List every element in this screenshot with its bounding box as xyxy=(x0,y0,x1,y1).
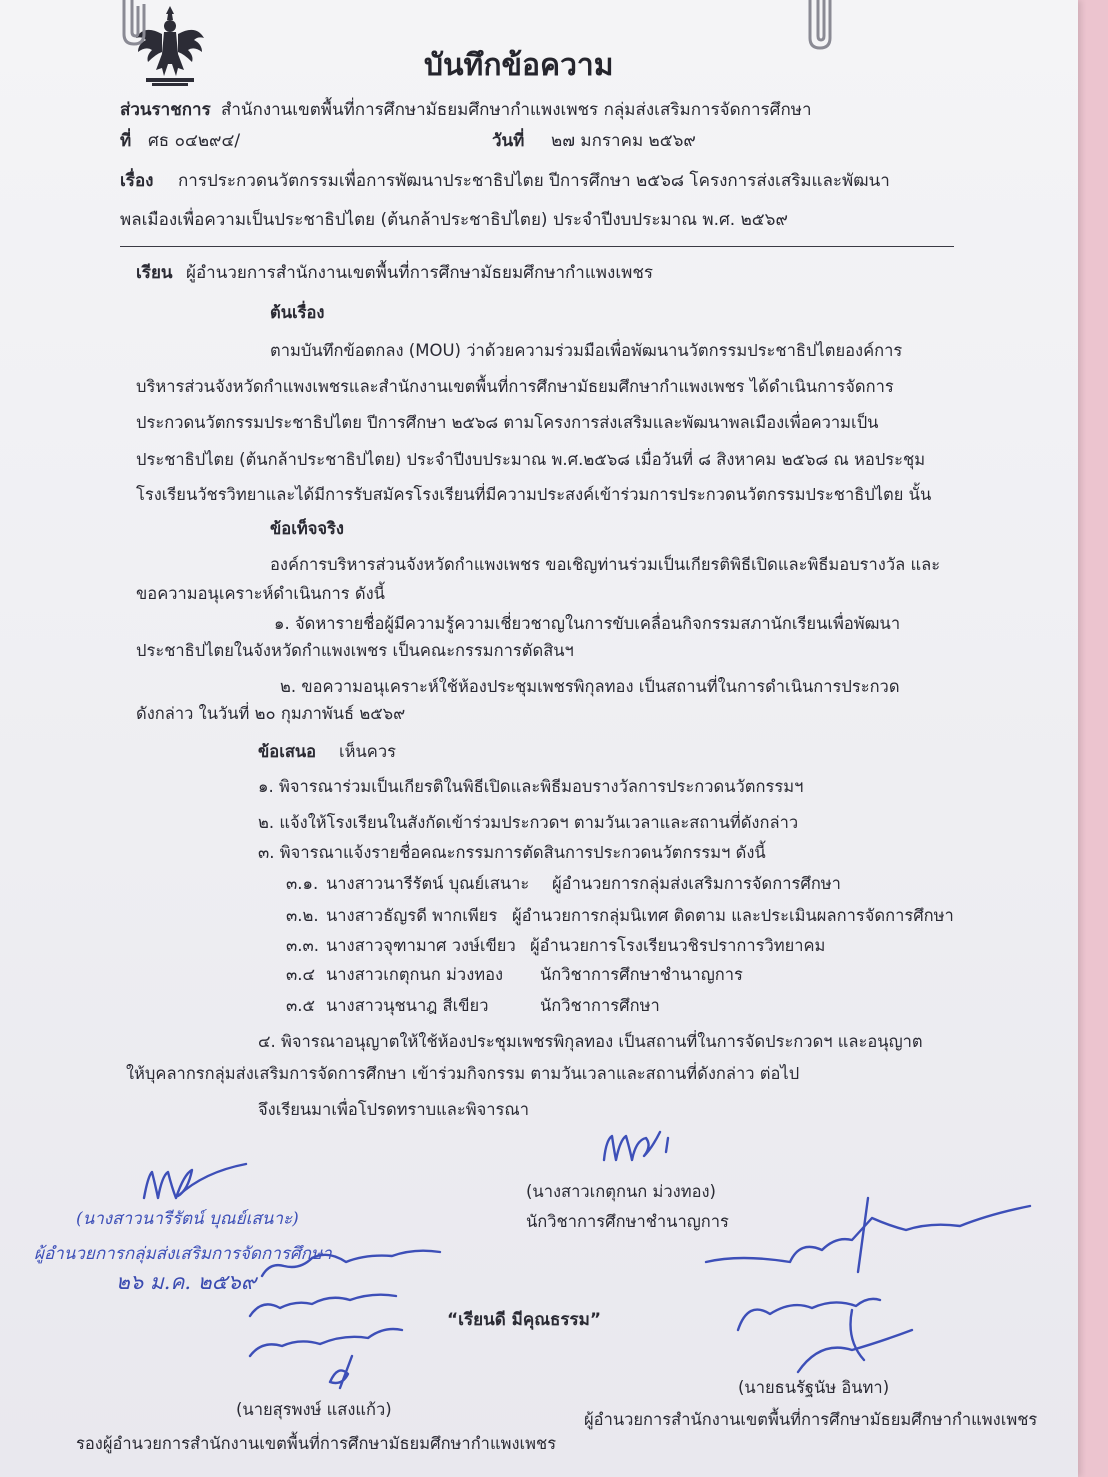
section-heading: ต้นเรื่อง xyxy=(270,303,325,322)
body-line: ประชาธิปไตย (ต้นกล้าประชาธิปไตย) ประจำปีงบประมาณ พ.ศ.๒๕๖๘ เมื่อวันที่ ๘ สิงหาคม ๒๕๖๘ ณ หอประชุม xyxy=(136,450,926,469)
committee-number: ๓.๓. xyxy=(286,936,320,955)
body-line: ประกวดนวัตกรรมประชาธิปไตย ปีการศึกษา ๒๕๖๘ ตามโครงการส่งเสริมและพัฒนาพลเมืองเพื่อความเป็น xyxy=(136,413,879,432)
reference-label: ที่ xyxy=(120,131,132,151)
committee-role: ผู้อำนวยการกลุ่มนิเทศ ติดตาม และประเมินผลการจัดการศึกษา xyxy=(512,906,954,925)
body-line: บริหารส่วนจังหวัดกำแพงเพชรและสำนักงานเขตพื้นที่การศึกษามัธยมศึกษากำแพงเพชร ได้ดำเนินการจัดการ xyxy=(136,377,894,396)
director-name: (นายธนรัฐนัษ อินทา) xyxy=(738,1378,890,1397)
section-heading-suffix: เห็นควร xyxy=(339,742,396,761)
officer-name: (นางสาวเกตุกนก ม่วงทอง) xyxy=(526,1182,716,1201)
deputy-position: รองผู้อำนวยการสำนักงานเขตพื้นที่การศึกษามัธยมศึกษากำแพงเพชร xyxy=(76,1434,557,1453)
date-label: วันที่ xyxy=(492,131,525,151)
committee-name: นางสาวธัญรดี พากเพียร xyxy=(326,906,498,925)
subject-label: เรื่อง xyxy=(120,171,154,191)
salutation-label: เรียน xyxy=(136,263,173,283)
closing-line: จึงเรียนมาเพื่อโปรดทราบและพิจารณา xyxy=(258,1100,529,1119)
committee-name: นางสาวนุชนาฎ สีเขียว xyxy=(326,996,489,1015)
proposal-item: ๑. พิจารณาร่วมเป็นเกียรติในพิธีเปิดและพิธีมอบรางวัลการประกวดนวัตกรรมฯ xyxy=(258,777,804,796)
body-line: ดังกล่าว ในวันที่ ๒๐ กุมภาพันธ์ ๒๕๖๙ xyxy=(136,704,406,723)
header-divider xyxy=(120,246,954,247)
group-director-position: ผู้อำนวยการกลุ่มส่งเสริมการจัดการศึกษา xyxy=(34,1244,332,1264)
committee-name: นางสาวจุฑามาศ วงษ์เขียว xyxy=(326,936,516,955)
subject-line: การประกวดนวัตกรรมเพื่อการพัฒนาประชาธิปไตย ปีการศึกษา ๒๕๖๘ โครงการส่งเสริมและพัฒนา xyxy=(178,171,890,191)
section-heading: ข้อเท็จจริง xyxy=(270,519,344,538)
group-director-date: ๒๖ ม.ค. ๒๕๖๙ xyxy=(116,1270,257,1294)
body-line: ๒. ขอความอนุเคราะห์ใช้ห้องประชุมเพชรพิกุลทอง เป็นสถานที่ในการดำเนินการประกวด xyxy=(280,677,900,696)
agency-label: ส่วนราชการ xyxy=(120,100,211,120)
committee-name: นางสาวเกตุกนก ม่วงทอง xyxy=(326,965,504,984)
body-line: ๑. จัดหารายชื่อผู้มีความรู้ความเชี่ยวชาญในการขับเคลื่อนกิจกรรมสภานักเรียนเพื่อพัฒนา xyxy=(274,614,901,633)
paper-clip-icon xyxy=(802,0,842,52)
agency-value: สำนักงานเขตพื้นที่การศึกษามัธยมศึกษากำแพงเพชร กลุ่มส่งเสริมการจัดการศึกษา xyxy=(221,100,812,120)
body-line: ขอความอนุเคราะห์ดำเนินการ ดังนี้ xyxy=(136,584,385,603)
proposal-item: ๓. พิจารณาแจ้งรายชื่อคณะกรรมการตัดสินการประกวดนวัตกรรมฯ ดังนี้ xyxy=(258,843,766,862)
committee-role: ผู้อำนวยการโรงเรียนวชิรปราการวิทยาคม xyxy=(530,936,826,955)
director-position: ผู้อำนวยการสำนักงานเขตพื้นที่การศึกษามัธยมศึกษากำแพงเพชร xyxy=(584,1410,1038,1429)
body-line: โรงเรียนวัชรวิทยาและได้มีการรับสมัครโรงเรียนที่มีความประสงค์เข้าร่วมการประกวดนวัตกรรมประชาธิปไตย นั้น xyxy=(136,485,932,504)
committee-name: นางสาวนารีรัตน์ บุณย์เสนาะ xyxy=(326,874,530,893)
committee-role: ผู้อำนวยการกลุ่มส่งเสริมการจัดการศึกษา xyxy=(552,874,841,893)
date-value: ๒๗ มกราคม ๒๕๖๙ xyxy=(551,131,696,151)
committee-role: นักวิชาการศึกษา xyxy=(540,996,660,1015)
section-heading: ข้อเสนอ xyxy=(258,742,317,761)
body-line: ประชาธิปไตยในจังหวัดกำแพงเพชร เป็นคณะกรรมการตัดสินฯ xyxy=(136,641,574,660)
body-line: ตามบันทึกข้อตกลง (MOU) ว่าด้วยความร่วมมือเพื่อพัฒนานวัตกรรมประชาธิปไตยองค์การ xyxy=(270,341,903,360)
reference-number: ศธ ๐๔๒๙๔/ xyxy=(148,131,241,151)
committee-number: ๓.๒. xyxy=(286,906,319,925)
subject-line: พลเมืองเพื่อความเป็นประชาธิปไตย (ต้นกล้าประชาธิปไตย) ประจำปีงบประมาณ พ.ศ. ๒๕๖๙ xyxy=(120,210,788,230)
group-director-name: (นางสาวนารีรัตน์ บุณย์เสนาะ) xyxy=(76,1209,299,1229)
committee-role: นักวิชาการศึกษาชำนาญการ xyxy=(540,965,743,984)
committee-number: ๓.๑. xyxy=(286,874,319,893)
deputy-name: (นายสุรพงษ์ แสงแก้ว) xyxy=(236,1400,392,1419)
memo-title: บันทึกข้อความ xyxy=(424,48,614,83)
salutation-value: ผู้อำนวยการสำนักงานเขตพื้นที่การศึกษามัธยมศึกษากำแพงเพชร xyxy=(186,263,654,283)
school-motto: “เรียนดี มีคุณธรรม” xyxy=(447,1310,602,1330)
committee-number: ๓.๕ xyxy=(286,996,316,1015)
officer-position: นักวิชาการศึกษาชำนาญการ xyxy=(526,1212,729,1231)
body-line: องค์การบริหารส่วนจังหวัดกำแพงเพชร ขอเชิญท่านร่วมเป็นเกียรติพิธีเปิดและพิธีมอบรางวัล และ xyxy=(270,555,941,574)
proposal-item: ๒. แจ้งให้โรงเรียนในสังกัดเข้าร่วมประกวดฯ ตามวันเวลาและสถานที่ดังกล่าว xyxy=(258,813,799,832)
committee-number: ๓.๔ xyxy=(286,965,316,984)
paper-clip-icon xyxy=(110,0,160,48)
proposal-item: ให้บุคลากรกลุ่มส่งเสริมการจัดการศึกษา เข้าร่วมกิจกรรม ตามวันเวลาและสถานที่ดังกล่าว ต่อไป xyxy=(126,1064,800,1083)
proposal-item: ๔. พิจารณาอนุญาตให้ใช้ห้องประชุมเพชรพิกุลทอง เป็นสถานที่ในการจัดประกวดฯ และอนุญาต xyxy=(258,1032,923,1051)
